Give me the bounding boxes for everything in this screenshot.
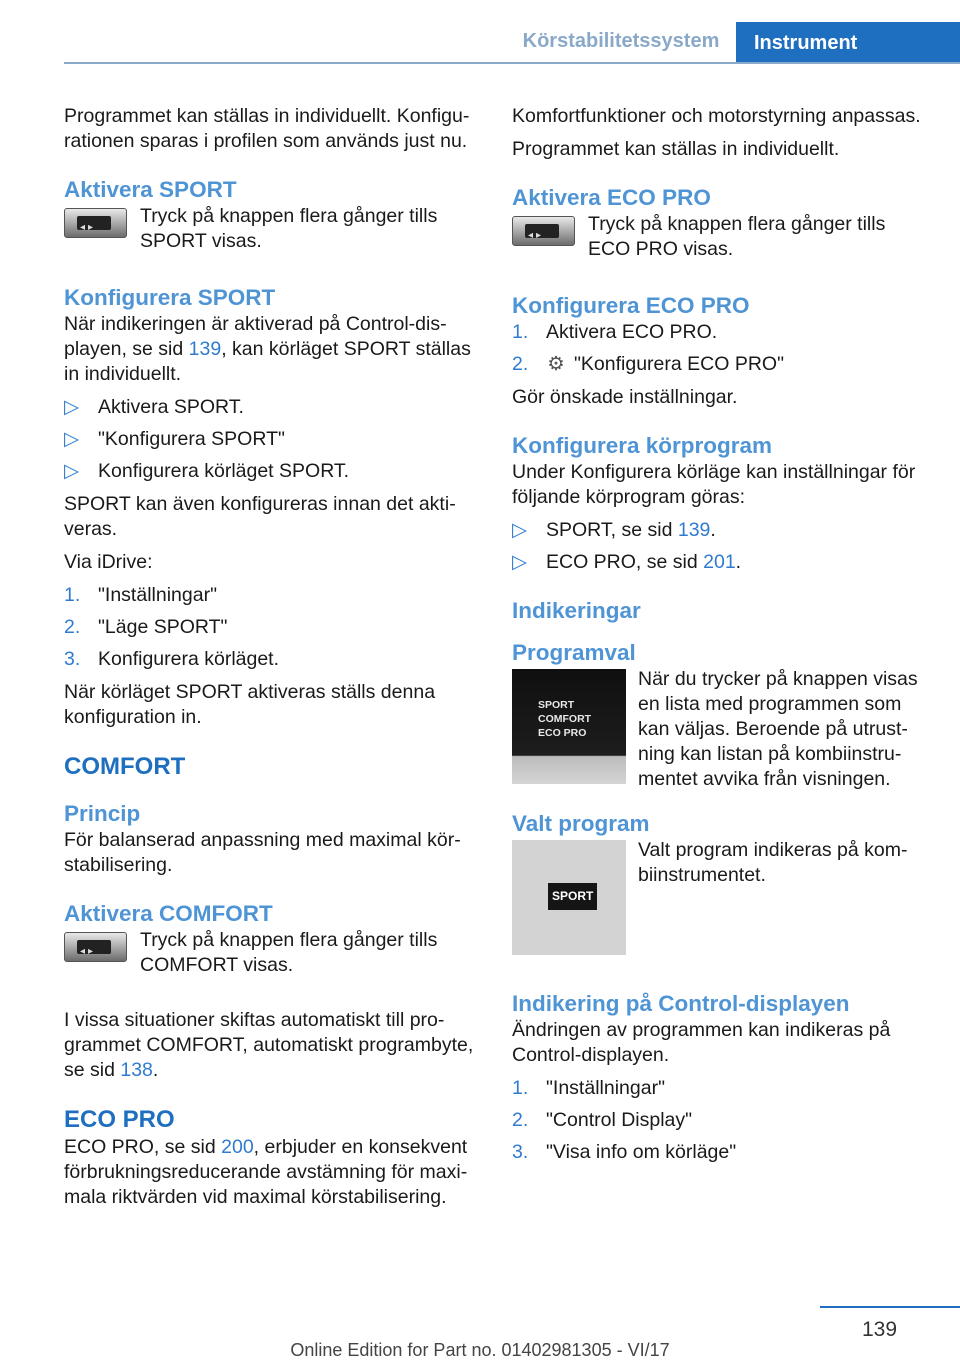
activate-comfort-block [64, 928, 478, 988]
step-number: 3. [64, 648, 81, 670]
step-number: 2. [64, 616, 81, 638]
list-item: 2. ⚙ "Konfigurera ECO PRO" [512, 353, 785, 375]
auto-switch-text: I vissa situationer skiftas automatiskt till programmet COMFORT, automatiskt programbyte, se sid 138. [64, 1009, 474, 1081]
triangle-bullet-icon: ▷ [512, 551, 527, 573]
heading-config-eco: Konfigurera ECO PRO [512, 293, 750, 318]
right-column [512, 104, 928, 1173]
heading-principle: Princip [64, 801, 141, 826]
step-number: 1. [512, 1077, 529, 1099]
program-select-block [512, 667, 928, 792]
heading-eco-pro: ECO PRO [64, 1106, 175, 1133]
sport-before-text: SPORT kan även konfigureras innan det aktiveras. [64, 493, 456, 540]
control-steps-list [512, 1076, 928, 1165]
activate-comfort-text: Tryck på knappen flera gånger tills COMFORT visas. [140, 929, 438, 976]
list-item: 1. Aktivera ECO PRO. [512, 321, 718, 343]
list-item: 2. "Läge SPORT" [64, 616, 228, 638]
heading-comfort: COMFORT [64, 753, 186, 780]
heading-selected-program: Valt program [512, 811, 650, 836]
triangle-bullet-icon: ▷ [64, 428, 79, 450]
left-column [64, 104, 478, 1218]
page-link[interactable]: 139 [677, 519, 711, 541]
sport-steps-list [64, 583, 478, 672]
heading-config-programs: Konfigurera körprogram [512, 433, 773, 458]
drive-mode-button-icon [64, 208, 127, 238]
list-item: 3. "Visa info om körläge" [512, 1141, 737, 1163]
page-link[interactable]: 200 [221, 1136, 254, 1158]
page-link[interactable]: 139 [188, 338, 222, 360]
menu-item-eco-pro: ECO PRO [538, 727, 587, 739]
step-number: 1. [64, 584, 81, 606]
step-number: 1. [512, 321, 529, 343]
page-link[interactable]: 201 [703, 551, 736, 573]
heading-activate-eco: Aktivera ECO PRO [512, 185, 711, 210]
chapter-tab[interactable]: Instrument [736, 22, 960, 62]
config-programs-text: Under Konfigurera körläge kan inställningar för följande körprogram göras: [512, 461, 916, 508]
step-number: 3. [512, 1141, 529, 1163]
page-number: 139 [862, 1318, 898, 1341]
footer-rule [820, 1306, 960, 1308]
principle-text: För balanserad anpassning med maximal körstabilisering. [64, 829, 461, 876]
header-bar [0, 0, 960, 62]
activate-eco-block [512, 212, 928, 272]
heading-control-display: Indikering på Control-displayen [512, 991, 850, 1016]
list-item: 1. "Inställningar" [64, 584, 217, 606]
heading-activate-sport: Aktivera SPORT [64, 177, 237, 202]
list-item: ▷ Konfigurera körläget SPORT. [64, 460, 350, 482]
footer-text: Online Edition for Part no. 01402981305 - VI/17 [290, 1340, 670, 1360]
page-link[interactable]: 138 [120, 1059, 153, 1081]
drive-mode-button-icon [512, 216, 575, 246]
list-item: 3. Konfigurera körläget. [64, 648, 280, 670]
list-item: 2. "Control Display" [512, 1109, 693, 1131]
drive-mode-button-icon [64, 932, 127, 962]
heading-activate-comfort: Aktivera COMFORT [64, 901, 273, 926]
triangle-bullet-icon: ▷ [64, 396, 79, 418]
menu-item-comfort: COMFORT [538, 713, 592, 725]
eco-done-text: Gör önskade inställningar. [512, 386, 738, 408]
selected-program-block [512, 838, 928, 958]
header-rule [64, 62, 960, 64]
programs-list [512, 518, 928, 575]
list-item: ▷ "Konfigurera SPORT" [64, 428, 285, 450]
menu-item-sport: SPORT [538, 699, 575, 711]
eco-pro-text: ECO PRO, se sid 200, erbjuder en konsekvent förbrukningsreducerande avstämning för maximala riktvärden vid maximal körstabilisering. [64, 1136, 468, 1208]
list-item: 1. "Inställningar" [512, 1077, 665, 1099]
activate-sport-block [64, 204, 478, 264]
list-item: ▷ ECO PRO, se sid 201. [512, 551, 742, 573]
selected-program-text: Valt program indikeras på kombiinstrumentet. [638, 839, 908, 886]
program-select-text: När du trycker på knappen visas en lista med programmen som kan väljas. Beroende på utrustning kan listan på kombiinstrumentet avvika från visningen. [638, 668, 918, 790]
heading-indications: Indikeringar [512, 598, 641, 623]
list-item: ▷ SPORT, se sid 139. [512, 519, 716, 541]
selected-program-image [512, 840, 626, 955]
eco-steps-list [512, 320, 928, 377]
activate-eco-text: Tryck på knappen flera gånger tills ECO PRO visas. [588, 213, 886, 260]
config-sport-text: När indikeringen är aktiverad på Control-displayen, se sid 139, kan körläget SPORT ställas in individuellt. [64, 313, 471, 385]
activate-sport-text: Tryck på knappen flera gånger tills SPORT visas. [140, 205, 438, 252]
gear-icon: ⚙ [547, 353, 565, 375]
when-active-text: När körläget SPORT aktiveras ställs denna konfiguration in. [64, 681, 436, 728]
heading-program-select: Programval [512, 640, 636, 665]
step-number: 2. [512, 353, 529, 375]
right-intro-2: Programmet kan ställas in individuellt. [512, 138, 840, 160]
via-idrive-text: Via iDrive: [64, 551, 153, 573]
step-number: 2. [512, 1109, 529, 1131]
triangle-bullet-icon: ▷ [512, 519, 527, 541]
triangle-bullet-icon: ▷ [64, 460, 79, 482]
list-item: ▷ Aktivera SPORT. [64, 396, 244, 418]
control-display-text: Ändringen av programmen kan indikeras på Control-displayen. [512, 1019, 891, 1066]
section-tab[interactable]: Körstabilitetssystem [522, 30, 720, 52]
intro-paragraph: Programmet kan ställas in individuellt. Konfigurationen sparas i profilen som används just nu. [64, 105, 470, 152]
right-intro-1: Komfortfunktioner och motorstyrning anpassas. [512, 105, 921, 127]
sport-bullet-list [64, 395, 478, 484]
program-menu-image [512, 669, 626, 784]
selected-program-label: SPORT [548, 883, 597, 910]
heading-config-sport: Konfigurera SPORT [64, 285, 276, 310]
